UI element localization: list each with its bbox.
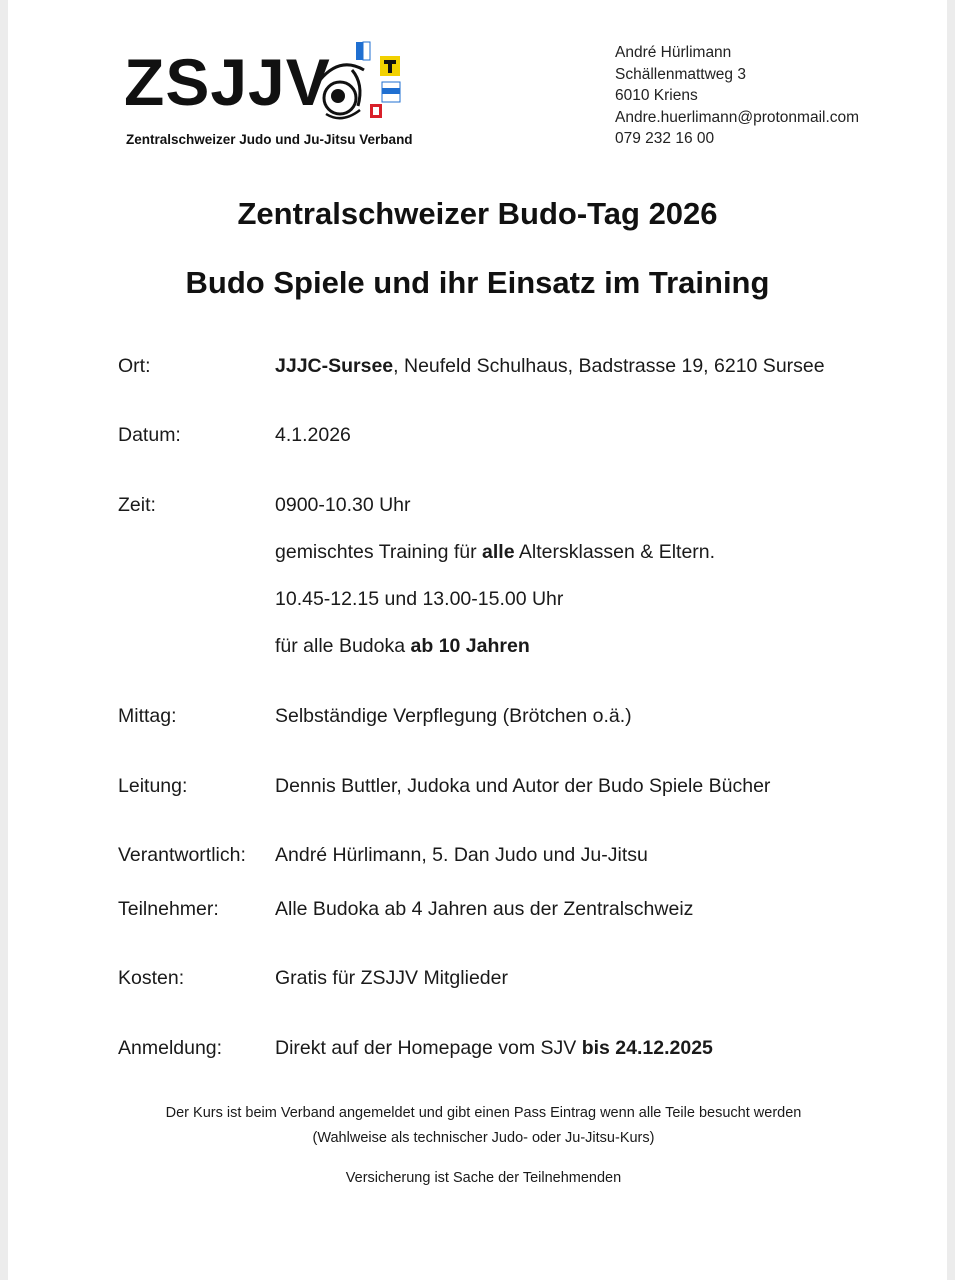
zeit-line-3: 10.45-12.15 und 13.00-15.00 Uhr (275, 588, 564, 610)
footer-note-3: Versicherung ist Sache der Teilnehmenden (345, 1170, 622, 1186)
teilnehmer-label: Teilnehmer: (118, 898, 219, 920)
document-subtitle: Budo Spiele und ihr Einsatz im Training (185, 265, 770, 300)
footer-note-1: Der Kurs ist beim Verband angemeldet und gibt einen Pass Eintrag wenn alle Teile besucht werden (165, 1105, 802, 1121)
page-edge-left (0, 0, 8, 1280)
anmeldung-pre: Direkt auf der Homepage vom SJV (275, 1037, 582, 1059)
document-title: Zentralschweizer Budo-Tag 2026 (237, 196, 718, 231)
teilnehmer-value: Alle Budoka ab 4 Jahren aus der Zentralschweiz (275, 898, 694, 920)
address-phone: 079 232 16 00 (615, 130, 715, 147)
anmeldung-deadline: bis 24.12.2025 (581, 1037, 713, 1059)
judo-emblem-icon (314, 40, 410, 126)
logo-wordmark: ZSJJV (124, 45, 331, 119)
ort-value (275, 355, 825, 378)
address-name: André Hürlimann (615, 44, 732, 61)
mittag-value: Selbständige Verpflegung (Brötchen o.ä.) (275, 705, 632, 727)
ort-club: JJJC-Sursee (275, 355, 394, 377)
verantwortlich-label: Verantwortlich: (118, 844, 246, 866)
address-city: 6010 Kriens (615, 87, 698, 104)
footer-note-2: (Wahlweise als technischer Judo- oder Ju-Jitsu-Kurs) (312, 1130, 655, 1146)
leitung-label: Leitung: (118, 775, 188, 797)
sender-address (615, 42, 859, 150)
address-email: Andre.huerlimann@protonmail.com (615, 108, 860, 126)
anmeldung-value (275, 1037, 713, 1060)
zeit-line-4 (275, 635, 530, 658)
address-street: Schällenmattweg 3 (615, 65, 746, 83)
zeit-line-4-pre: für alle Budoka (275, 635, 411, 657)
zsjjv-logo (124, 40, 424, 150)
kosten-value: Gratis für ZSJJV Mitglieder (275, 967, 508, 989)
zeit-line-2-pre: gemischtes Training für (275, 541, 483, 563)
kosten-label: Kosten: (118, 967, 185, 989)
zeit-line-4-bold: ab 10 Jahren (410, 635, 530, 657)
ort-label: Ort: (118, 355, 151, 377)
zeit-line-2-bold: alle (482, 541, 515, 563)
zeit-line-2-post: Altersklassen & Eltern. (514, 541, 716, 563)
mittag-label: Mittag: (118, 705, 177, 727)
anmeldung-label: Anmeldung: (118, 1037, 223, 1059)
leitung-value: Dennis Buttler, Judoka und Autor der Budo Spiele Bücher (275, 775, 771, 797)
datum-value: 4.1.2026 (275, 424, 351, 446)
datum-label: Datum: (118, 424, 181, 446)
page-edge-right (947, 0, 955, 1280)
ort-address: , Neufeld Schulhaus, Badstrasse 19, 6210 Sursee (393, 355, 825, 377)
verantwortlich-value: André Hürlimann, 5. Dan Judo und Ju-Jitsu (275, 844, 648, 866)
logo-subtitle: Zentralschweizer Judo und Ju-Jitsu Verband (126, 132, 413, 147)
zeit-label: Zeit: (118, 494, 156, 516)
zeit-line-2 (275, 541, 715, 564)
zeit-line-1: 0900-10.30 Uhr (275, 494, 411, 516)
